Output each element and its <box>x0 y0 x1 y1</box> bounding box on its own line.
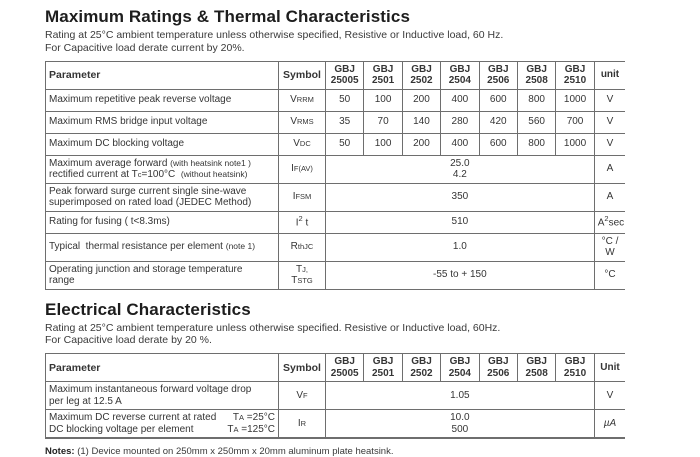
model-number: 2504 <box>448 367 471 379</box>
parameter-cell <box>46 89 279 111</box>
model-number: 25005 <box>330 367 359 379</box>
column-header-model <box>479 61 517 89</box>
unit-text: V <box>606 94 614 106</box>
unit-text: A <box>606 191 614 203</box>
model-number: 2510 <box>563 367 587 379</box>
parameter-cell <box>46 155 279 183</box>
parameter-text: range <box>49 275 75 287</box>
unit-text: V <box>606 389 614 401</box>
column-header-model <box>364 354 402 382</box>
column-header-symbol: Symbol <box>279 354 326 382</box>
symbol-cell <box>279 410 326 439</box>
column-header-model <box>556 61 594 89</box>
parameter-cell <box>46 410 279 439</box>
value-text: -55 to + 150 <box>433 269 487 281</box>
unit-cell <box>594 89 625 111</box>
table-row <box>46 155 626 183</box>
parameter-text: Rating for fusing ( t<8.3ms) <box>49 216 170 228</box>
max-ratings-table-header <box>46 61 626 89</box>
model-number: 2504 <box>448 75 471 87</box>
symbol-text: TSTG <box>291 275 313 287</box>
value-cell-span <box>326 155 595 183</box>
column-header-model <box>326 61 364 89</box>
symbol-text: TJ, <box>296 263 308 275</box>
value-cell-span <box>326 410 595 439</box>
right-aligned-condition: TA =25°C <box>232 412 275 424</box>
column-header-model <box>517 61 555 89</box>
symbol-cell <box>279 382 326 410</box>
unit-cell <box>594 183 625 211</box>
unit-text: V <box>606 138 614 150</box>
model-number: 2501 <box>371 367 395 379</box>
value-cell: 50 <box>326 89 364 111</box>
parameter-text: Operating junction and storage temperature <box>49 263 243 275</box>
value-cell: 200 <box>402 89 440 111</box>
unit-cell <box>594 133 625 155</box>
symbol-text: VRRM <box>290 94 314 106</box>
model-prefix: GBJ <box>372 356 394 368</box>
value-text: 510 <box>451 216 469 228</box>
symbol-text: RthJC <box>290 241 314 253</box>
max-ratings-title: Maximum Ratings & Thermal Characteristics <box>45 7 410 26</box>
value-cell: 600 <box>479 133 517 155</box>
model-number: 2510 <box>563 75 587 87</box>
table-row <box>46 382 626 410</box>
parameter-text: Maximum repetitive peak reverse voltage <box>49 94 232 106</box>
model-number: 2508 <box>525 367 548 379</box>
parameter-text: Maximum DC blocking voltage <box>49 138 185 150</box>
symbol-text: $I^2$ t <box>295 214 309 229</box>
value-cell: 400 <box>441 133 479 155</box>
column-header-unit: unit <box>594 61 625 89</box>
symbol-cell <box>279 233 326 261</box>
parameter-text: Maximum instantaneous forward voltage drop <box>49 384 252 396</box>
value-text: 350 <box>451 191 469 203</box>
table-row <box>46 89 626 111</box>
value-cell: 100 <box>364 133 402 155</box>
symbol-cell <box>279 211 326 233</box>
value-cell-span <box>326 233 595 261</box>
model-prefix: GBJ <box>526 63 547 75</box>
value-cell: 700 <box>556 111 594 133</box>
table-row <box>46 183 626 211</box>
model-prefix: GBJ <box>449 356 471 368</box>
symbol-cell <box>279 261 326 289</box>
model-prefix: GBJ <box>411 63 432 75</box>
symbol-cell <box>279 89 326 111</box>
header-row <box>46 354 626 382</box>
header-row <box>46 61 626 89</box>
value-text: 25.0 <box>450 157 470 169</box>
value-text: 10.0 <box>450 412 470 424</box>
electrical-table <box>45 353 625 439</box>
table-row <box>46 261 626 289</box>
value-text: 500 <box>451 423 469 435</box>
unit-text: A <box>606 163 614 175</box>
unit-text: °C / W <box>601 235 622 259</box>
model-prefix: GBJ <box>564 63 586 75</box>
parameter-text: per leg at 12.5 A <box>49 395 122 407</box>
column-header-parameter: Parameter <box>46 61 279 89</box>
column-header-model <box>364 61 402 89</box>
value-cell: 200 <box>402 133 440 155</box>
right-aligned-condition: TA =125°C <box>227 423 275 435</box>
column-header-model <box>556 354 594 382</box>
model-prefix: GBJ <box>526 356 547 368</box>
value-text: 4.2 <box>452 169 467 181</box>
value-text: 1.05 <box>450 389 470 401</box>
symbol-text: VF <box>296 389 308 401</box>
parameter-text: Maximum average forward (with heatsink note1 ) <box>49 157 251 169</box>
value-cell: 560 <box>517 111 555 133</box>
model-prefix: GBJ <box>564 356 586 368</box>
unit-text: V <box>606 116 614 128</box>
column-header-model <box>402 354 440 382</box>
parameter-text: superimposed on rated load (JEDEC Method) <box>49 197 252 209</box>
column-header-symbol: Symbol <box>279 61 326 89</box>
symbol-cell <box>279 111 326 133</box>
column-header-model <box>326 354 364 382</box>
parameter-cell <box>46 261 279 289</box>
unit-cell <box>594 382 625 410</box>
symbol-text: IR <box>297 417 307 429</box>
parameter-text: Peak forward surge current single sine-wave <box>49 185 247 197</box>
symbol-text: VDC <box>293 138 311 150</box>
column-header-model <box>479 354 517 382</box>
value-cell: 50 <box>326 133 364 155</box>
parameter-text: rectified current at Tc=100°C (without heatsink) <box>49 169 248 181</box>
max-ratings-subtitle-1: Rating at 25°C ambient temperature unless otherwise specified, Resistive or Inductive load, 60 Hz. <box>45 29 504 41</box>
value-cell: 100 <box>364 89 402 111</box>
parameter-cell <box>46 382 279 410</box>
value-cell: 400 <box>441 89 479 111</box>
parameter-cell <box>46 133 279 155</box>
unit-text: °C <box>604 269 616 281</box>
model-prefix: GBJ <box>334 63 355 75</box>
parameter-cell <box>46 233 279 261</box>
table-row <box>46 133 626 155</box>
table-row <box>46 233 626 261</box>
model-number: 2502 <box>410 75 433 87</box>
electrical-subtitle-2: For Capacitive load derate by 20 %. <box>45 334 212 347</box>
max-ratings-subtitle-2: For Capacitive load derate current by 20%. <box>45 41 245 54</box>
notes-label: Notes: <box>45 446 75 457</box>
parameter-cell <box>46 183 279 211</box>
electrical-section <box>45 300 680 440</box>
column-header-model <box>441 61 479 89</box>
model-number: 2501 <box>371 75 395 87</box>
parameter-text: Maximum DC reverse current at rated TA =25°C <box>49 412 275 424</box>
unit-cell <box>594 111 625 133</box>
value-cell: 800 <box>517 89 555 111</box>
model-prefix: GBJ <box>487 356 509 368</box>
symbol-cell <box>279 155 326 183</box>
value-cell: 70 <box>364 111 402 133</box>
max-ratings-section <box>45 7 680 290</box>
value-cell: 1000 <box>556 89 594 111</box>
value-cell-span <box>326 211 595 233</box>
symbol-text: IFSM <box>292 191 312 203</box>
model-prefix: GBJ <box>334 356 355 368</box>
value-cell: 420 <box>479 111 517 133</box>
parameter-cell <box>46 111 279 133</box>
value-cell: 1000 <box>556 133 594 155</box>
value-cell: 140 <box>402 111 440 133</box>
model-number: 2508 <box>525 75 548 87</box>
electrical-subtitle-1: Rating at 25°C ambient temperature unless otherwise specified. Resistive or Inductive load, 60Hz. <box>45 321 501 334</box>
parameter-cell <box>46 211 279 233</box>
value-cell: 280 <box>441 111 479 133</box>
notes-line <box>45 446 680 457</box>
value-text: 1.0 <box>452 241 467 253</box>
model-prefix: GBJ <box>372 63 394 75</box>
unit-cell <box>594 155 625 183</box>
column-header-model <box>441 354 479 382</box>
table-row <box>46 111 626 133</box>
unit-text: µA <box>603 417 617 429</box>
model-number: 25005 <box>330 75 359 87</box>
column-header-parameter: Parameter <box>46 354 279 382</box>
value-cell: 35 <box>326 111 364 133</box>
unit-cell <box>594 233 625 261</box>
table-row <box>46 211 626 233</box>
value-cell: 600 <box>479 89 517 111</box>
model-prefix: GBJ <box>487 63 509 75</box>
value-cell: 800 <box>517 133 555 155</box>
unit-text: $A^2\sec$ <box>597 214 625 229</box>
value-cell-span <box>326 382 595 410</box>
table-row <box>46 410 626 439</box>
parameter-text: DC blocking voltage per element TA =125°C <box>49 423 275 435</box>
parameter-text: Typical thermal resistance per element (note 1) <box>49 241 256 253</box>
electrical-title: Electrical Characteristics <box>45 299 251 319</box>
symbol-cell <box>279 183 326 211</box>
column-header-model <box>402 61 440 89</box>
symbol-text: VRMS <box>290 116 314 128</box>
electrical-table-header <box>46 354 626 382</box>
model-number: 2506 <box>487 75 510 87</box>
model-number: 2506 <box>487 367 510 379</box>
model-number: 2502 <box>410 367 433 379</box>
unit-cell <box>594 211 625 233</box>
value-cell-span <box>326 261 595 289</box>
model-prefix: GBJ <box>449 63 471 75</box>
max-ratings-table <box>45 61 625 290</box>
column-header-unit: Unit <box>594 354 625 382</box>
unit-cell <box>594 261 625 289</box>
model-prefix: GBJ <box>411 356 432 368</box>
max-ratings-table-body <box>46 89 626 289</box>
parameter-text: Maximum RMS bridge input voltage <box>49 116 208 128</box>
unit-cell <box>594 410 625 439</box>
symbol-text: IF(AV) <box>291 163 313 175</box>
value-cell-span <box>326 183 595 211</box>
symbol-cell <box>279 133 326 155</box>
column-header-model <box>517 354 555 382</box>
notes-text: (1) Device mounted on 250mm x 250mm x 20mm aluminum plate heatsink. <box>74 446 394 457</box>
electrical-table-body <box>46 382 626 439</box>
